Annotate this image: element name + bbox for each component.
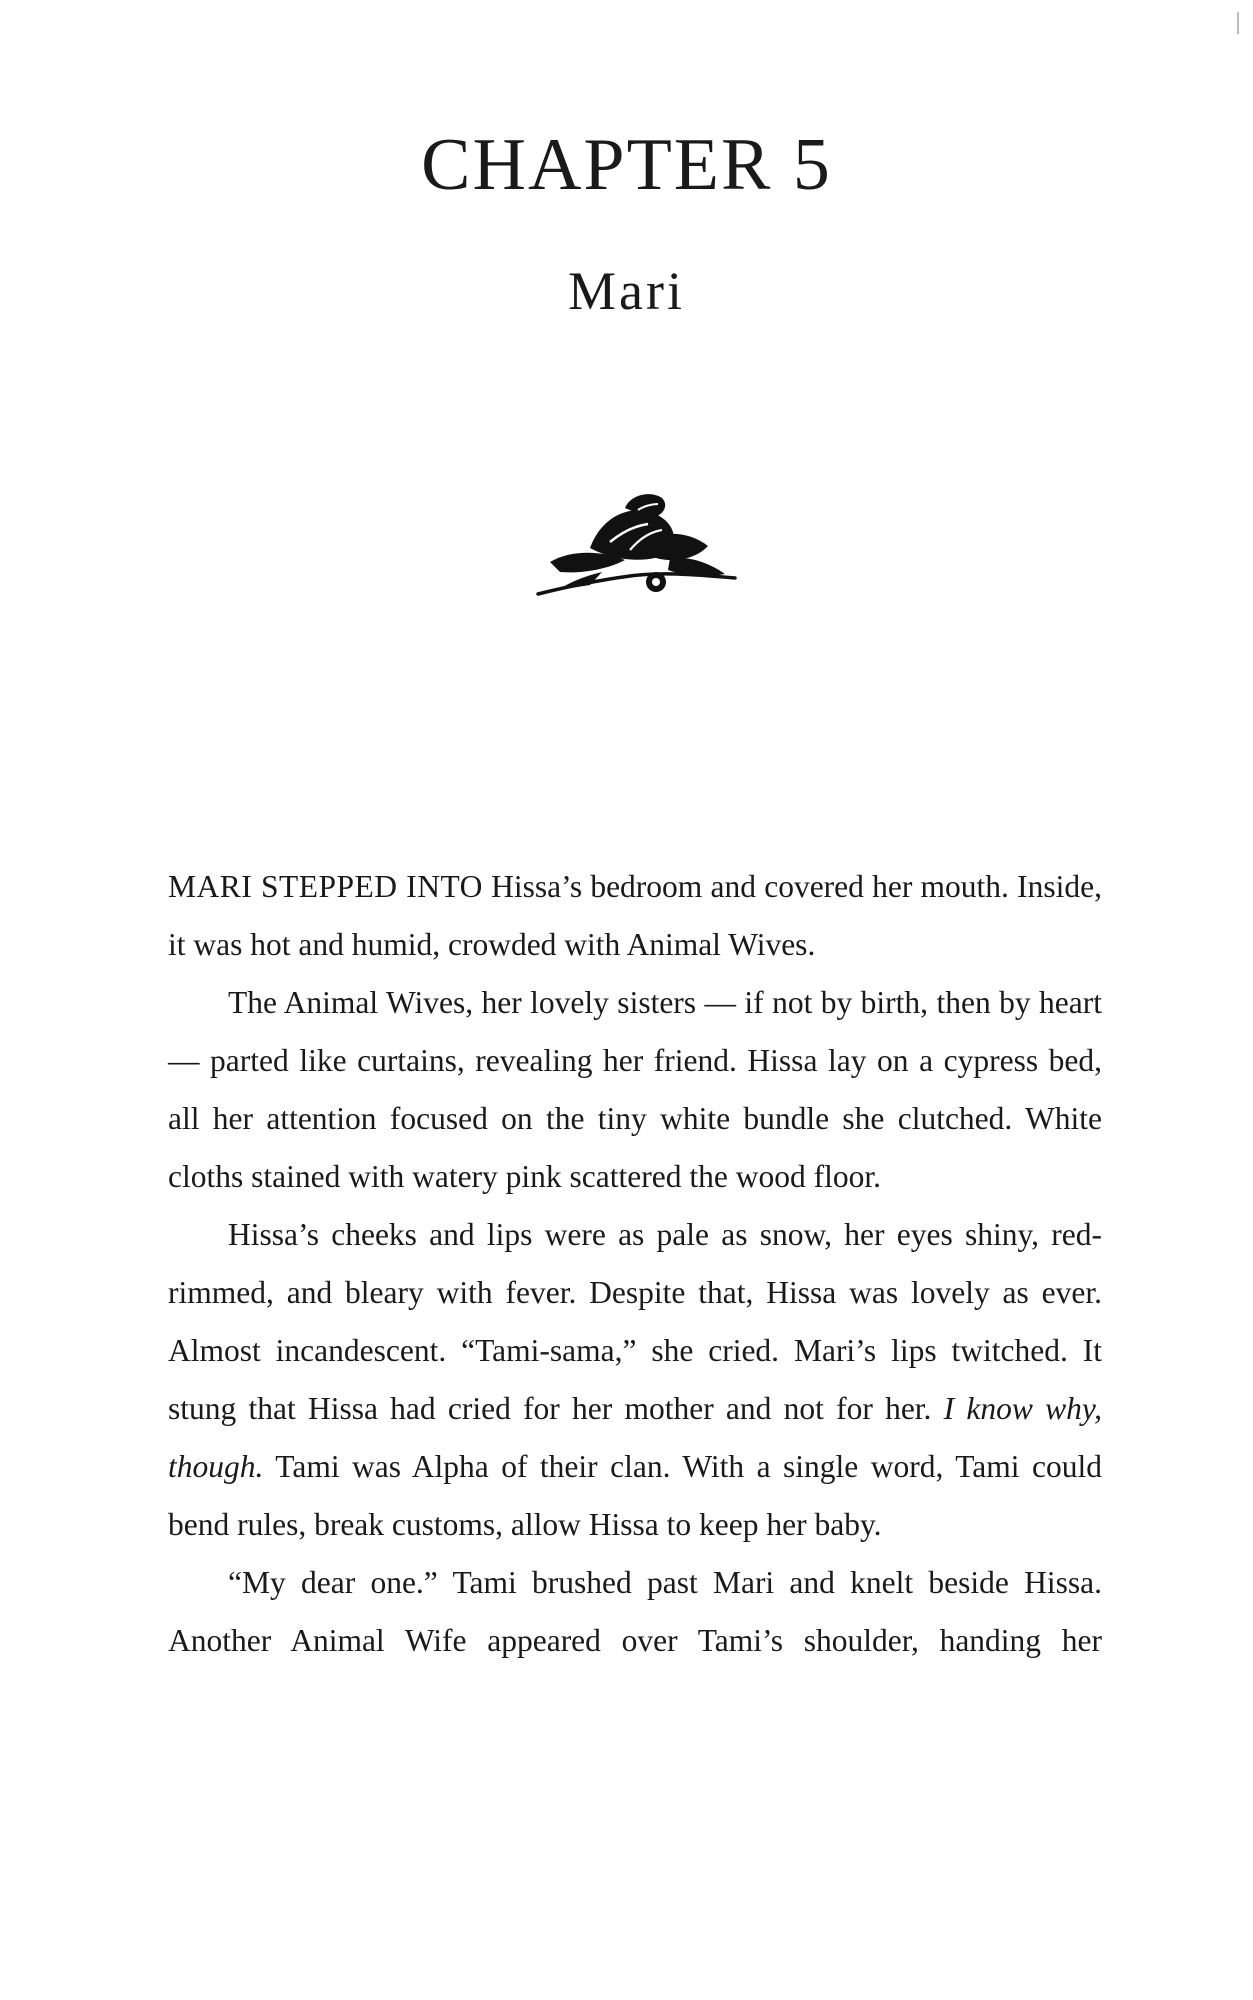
paragraph-1 — [168, 858, 1102, 974]
paragraph-3-after: Tami was Alpha of their clan. With a single word, Tami could bend rules, break customs, allow Hissa to keep her baby. — [168, 1449, 1102, 1542]
paragraph-2: The Animal Wives, her lovely sisters — if not by birth, then by heart — parted like curtains, revealing her friend. Hissa lay on a cypress bed, all her attention focused on the tiny white bundle she clutched. White cloths stained with watery pink scattered the wood floor. — [168, 985, 1102, 1194]
paragraph-1-text: Hissa’s bedroom and covered her mouth. Inside, it was hot and humid, crowded with Animal Wives. — [168, 869, 1102, 962]
body-text — [168, 858, 1102, 1670]
paragraph-1-lead: MARI STEPPED INTO — [168, 869, 483, 904]
chapter-subtitle: Mari — [568, 261, 685, 321]
scan-edge-mark — [1237, 12, 1239, 34]
chapter-title: CHAPTER 5 — [421, 124, 832, 206]
paragraph-4: “My dear one.” Tami brushed past Mari and knelt beside Hissa. Another Animal Wife appeared over Tami’s shoulder, handing her — [168, 1565, 1102, 1658]
paragraph-3-before: Hissa’s cheeks and lips were as pale as snow, her eyes shiny, red-rimmed, and bleary with fever. Despite that, Hissa was lovely as ever. Almost incandescent. “Tami-sama,” she cried. Mari’s lips twitched. It stung that Hissa had cried for her mother and not for her. — [168, 1217, 1102, 1426]
paragraph-3-italic: I know why, though. — [168, 1391, 1102, 1484]
paragraph-3 — [168, 1206, 1102, 1554]
pine-branch-ornament-icon — [530, 490, 740, 600]
